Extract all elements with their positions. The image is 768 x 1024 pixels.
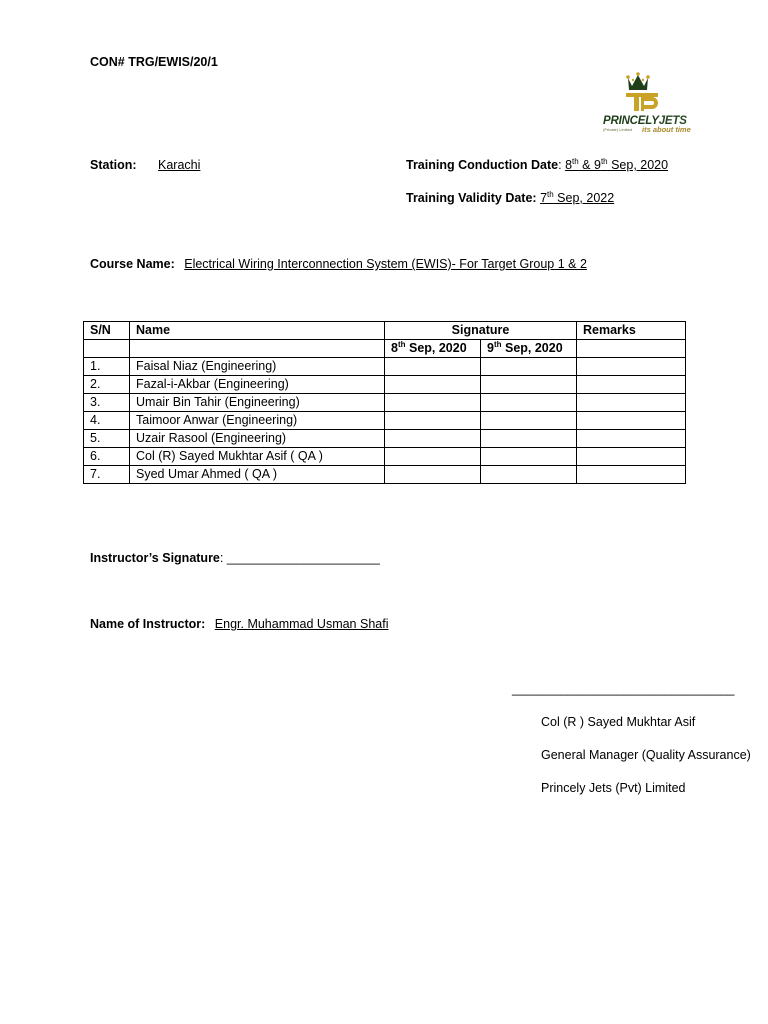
instructor-signature-field bbox=[90, 551, 380, 565]
row-sn: 3. bbox=[84, 394, 130, 412]
validity-date-value: 7th Sep, 2022 bbox=[540, 189, 615, 205]
signature-cell[interactable] bbox=[385, 466, 481, 484]
row-name: Taimoor Anwar (Engineering) bbox=[130, 412, 385, 430]
table-row bbox=[84, 358, 686, 376]
signature-cell[interactable] bbox=[481, 358, 577, 376]
row-name: Uzair Rasool (Engineering) bbox=[130, 430, 385, 448]
signature-cell[interactable] bbox=[481, 376, 577, 394]
row-name: Syed Umar Ahmed ( QA ) bbox=[130, 466, 385, 484]
row-name: Faisal Niaz (Engineering) bbox=[130, 358, 385, 376]
table-header-row bbox=[84, 322, 686, 340]
table-row bbox=[84, 376, 686, 394]
instructor-signature-line[interactable]: : ______________________ bbox=[219, 551, 380, 565]
signoff-name: Col (R ) Sayed Mukhtar Asif bbox=[541, 715, 696, 729]
table-row bbox=[84, 412, 686, 430]
col-sn-header: S/N bbox=[90, 323, 111, 337]
table-row bbox=[84, 466, 686, 484]
row-sn: 4. bbox=[84, 412, 130, 430]
row-sn: 7. bbox=[84, 466, 130, 484]
attendance-table bbox=[83, 321, 686, 484]
table-row bbox=[84, 394, 686, 412]
signature-cell[interactable] bbox=[385, 412, 481, 430]
table-subheader-row bbox=[84, 340, 686, 358]
table-row bbox=[84, 448, 686, 466]
table-row bbox=[84, 430, 686, 448]
conduction-date-field: Training Conduction Date: 8th & 9th Sep, 2020 bbox=[406, 156, 669, 172]
signature-cell[interactable] bbox=[481, 448, 577, 466]
princely-jets-logo bbox=[598, 72, 710, 138]
signoff-title: General Manager (Quality Assurance) bbox=[541, 748, 751, 762]
col-date2-header: 9th Sep, 2020 bbox=[481, 340, 577, 358]
conduction-label: Training Conduction Date bbox=[406, 158, 559, 172]
course-label: Course Name: bbox=[90, 257, 175, 271]
remarks-cell[interactable] bbox=[577, 448, 686, 466]
signature-cell[interactable] bbox=[481, 394, 577, 412]
logo-sub-text: (Private) Limited bbox=[603, 127, 633, 132]
signature-cell[interactable] bbox=[385, 448, 481, 466]
signature-cell[interactable] bbox=[481, 412, 577, 430]
instructor-name-label: Name of Instructor: bbox=[90, 617, 206, 631]
station-label: Station: bbox=[90, 158, 137, 172]
con-number: CON# TRG/EWIS/20/1 bbox=[90, 55, 218, 69]
signature-cell[interactable] bbox=[385, 376, 481, 394]
conduction-date-value: 8th & 9th Sep, 2020 bbox=[565, 156, 669, 172]
row-sn: 6. bbox=[84, 448, 130, 466]
course-value: Electrical Wiring Interconnection System (EWIS)- For Target Group 1 & 2 bbox=[184, 257, 587, 271]
remarks-cell[interactable] bbox=[577, 466, 686, 484]
remarks-cell[interactable] bbox=[577, 358, 686, 376]
instructor-name-value: Engr. Muhammad Usman Shafi bbox=[214, 617, 389, 631]
col-name-header: Name bbox=[136, 323, 171, 337]
remarks-cell[interactable] bbox=[577, 394, 686, 412]
validity-date-field bbox=[406, 191, 614, 205]
logo-tagline: its about time bbox=[642, 125, 691, 134]
signature-cell[interactable] bbox=[481, 430, 577, 448]
row-name: Col (R) Sayed Mukhtar Asif ( QA ) bbox=[130, 448, 385, 466]
course-field bbox=[90, 257, 587, 271]
row-sn: 2. bbox=[84, 376, 130, 394]
station-value: Karachi bbox=[158, 158, 201, 172]
col-date1-header: 8th Sep, 2020 bbox=[385, 340, 481, 358]
row-sn: 5. bbox=[84, 430, 130, 448]
remarks-cell[interactable] bbox=[577, 376, 686, 394]
signature-cell[interactable] bbox=[385, 358, 481, 376]
station-field bbox=[90, 158, 228, 172]
instructor-signature-label: Instructor’s Signature bbox=[90, 551, 220, 565]
remarks-cell[interactable] bbox=[577, 430, 686, 448]
signature-cell[interactable] bbox=[385, 430, 481, 448]
signoff-signature-line[interactable]: ________________________________ bbox=[512, 682, 735, 696]
col-signature-header: Signature bbox=[451, 323, 510, 337]
row-sn: 1. bbox=[84, 358, 130, 376]
validity-label: Training Validity Date: bbox=[406, 191, 537, 205]
remarks-cell[interactable] bbox=[577, 412, 686, 430]
signature-cell[interactable] bbox=[481, 466, 577, 484]
col-remarks-header: Remarks bbox=[583, 323, 636, 337]
row-name: Fazal-i-Akbar (Engineering) bbox=[130, 376, 385, 394]
row-name: Umair Bin Tahir (Engineering) bbox=[130, 394, 385, 412]
logo-brand-text: PRINCELYJETS bbox=[603, 115, 687, 127]
signature-cell[interactable] bbox=[385, 394, 481, 412]
crown-logo-icon bbox=[598, 72, 710, 116]
instructor-name-field bbox=[90, 617, 388, 631]
signoff-organization: Princely Jets (Pvt) Limited bbox=[541, 781, 686, 795]
